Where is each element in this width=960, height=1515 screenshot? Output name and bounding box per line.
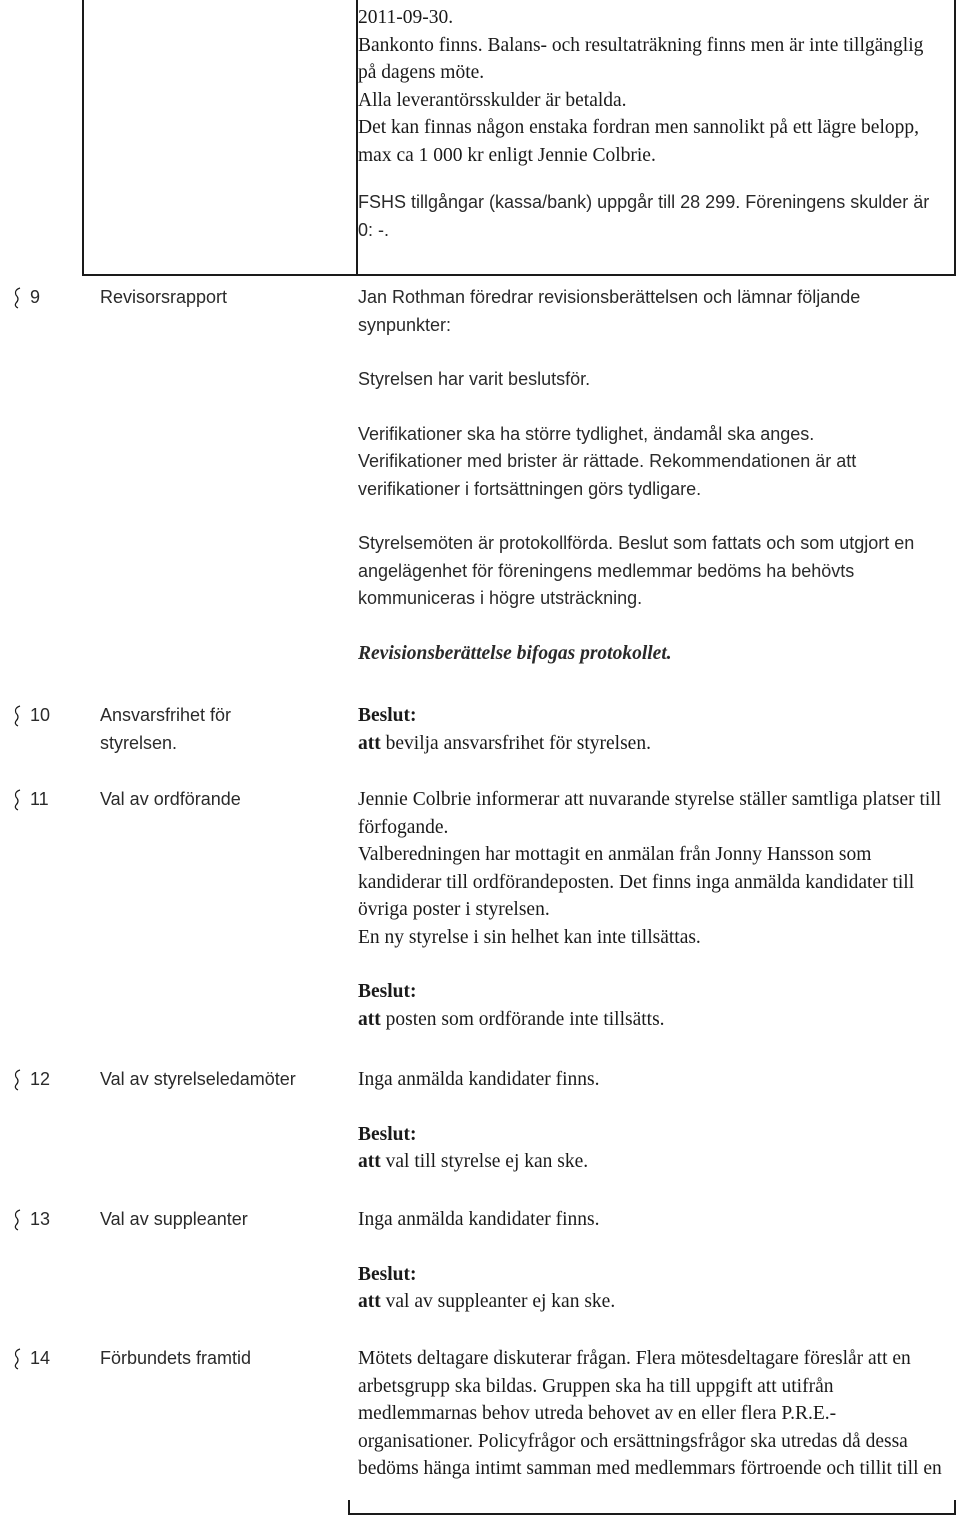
section-text: Styrelsemöten är protokollförda. (358, 533, 614, 553)
continuation-line: 2011-09-30. (358, 7, 454, 28)
section-number: 13 (30, 1209, 51, 1229)
section-title: Val av suppleanter (100, 1209, 248, 1229)
section-paragraph (358, 448, 943, 503)
att-text: bevilja ansvarsfrihet för styrelsen. (385, 732, 651, 754)
section-sign-icon (12, 1068, 22, 1092)
att-text: val av suppleanter ej kan ske. (385, 1291, 616, 1312)
section-text: Rekommendationen är att verifikationer i fortsättningen görs tydligare. (358, 451, 857, 499)
section-text: Verifikationer med brister är rättade. (358, 451, 645, 471)
section-9 (0, 284, 960, 684)
section-text: Valberedningen har mottagit en anmälan från Jonny Hansson som kandiderar till ordförandeposten. (358, 844, 872, 893)
section-body (358, 1345, 943, 1483)
section-title: Förbundets framtid (100, 1348, 252, 1368)
section-title: Val av ordförande (100, 789, 241, 809)
section-paragraph: Jennie Colbrie informerar att nuvarande styrelse ställer samtliga platser till förfogande. (358, 789, 942, 838)
att-label: att (358, 1151, 381, 1172)
beslut-label: Beslut: (358, 981, 417, 1002)
continuation-text (358, 4, 938, 244)
att-label: att (358, 732, 381, 754)
section-number: 9 (30, 287, 41, 307)
section-title: Ansvarsfrihet för styrelsen. (100, 705, 232, 753)
section-10 (0, 702, 960, 762)
att-line (358, 1148, 943, 1176)
section-paragraph: Inga anmälda kandidater finns. (358, 1069, 600, 1090)
section-number: 10 (30, 705, 51, 725)
att-label: att (358, 1008, 381, 1030)
section-12 (0, 1066, 960, 1176)
section-title: Revisorsrapport (100, 287, 228, 307)
section-13 (0, 1206, 960, 1316)
section-paragraph: Styrelsen har varit beslutsför. (358, 369, 591, 389)
section-paragraph (358, 841, 943, 924)
att-line (358, 1006, 943, 1034)
section-paragraph: Mötets deltagare diskuterar frågan. Flera mötesdeltagare föreslår att en arbetsgrupp ska bildas. Gruppen ska ha till uppgift att utifrån medlemmarnas behov utreda behovet av en eller flera P.R.E.-organisationer. Policyfrågor och ersättningsfrågor ska utredas då dessa bedöms hänga intimt samman med medlemmars förtroende och tillit till en (358, 1348, 942, 1479)
beslut-label: Beslut: (358, 1263, 417, 1285)
att-text: val till styrelse ej kan ske. (385, 1151, 589, 1172)
section-body (358, 786, 943, 1033)
section-paragraph (358, 530, 943, 613)
section-sign-icon (12, 1347, 22, 1371)
beslut-label: Beslut: (358, 1123, 417, 1145)
section-text: Beslut som fattats och som utgjort en angelägenhet för föreningens medlemmar bedöms ha behövts kommuniceras i högre utsträckning. (358, 533, 915, 608)
att-line (358, 730, 943, 758)
att-label: att (358, 1291, 381, 1312)
section-body (358, 1206, 943, 1316)
section-body (358, 284, 943, 667)
emphasis-note: Revisionsberättelse bifogas protokollet. (358, 642, 672, 664)
section-body (358, 1066, 943, 1176)
section-11 (0, 786, 960, 1036)
section-sign-icon (12, 704, 22, 728)
section-paragraph: Verifikationer ska ha större tydlighet, ändamål ska anges. (358, 423, 815, 444)
section-sign-icon (12, 1208, 22, 1232)
beslut-label: Beslut: (358, 705, 417, 726)
section-paragraph: En ny styrelse i sin helhet kan inte tillsättas. (358, 926, 701, 948)
section-sign-icon (12, 286, 22, 310)
section-sign-icon (12, 788, 22, 812)
section-title: Val av styrelseledamöter (100, 1069, 296, 1089)
section-number: 14 (30, 1348, 51, 1368)
att-text: posten som ordförande inte tillsätts. (385, 1008, 665, 1030)
section-text: Det finns inga anmälda kandidater till övriga poster i styrelsen. (358, 871, 915, 920)
continuation-paragraph: FSHS tillgångar (kassa/bank) uppgår till 28 299. Föreningens skulder är 0: -. (358, 192, 930, 240)
section-intro: Jan Rothman föredrar revisionsberättelsen och lämnar följande synpunkter: (358, 287, 861, 335)
continuation-line: Det kan finnas någon enstaka fordran men sannolikt på ett lägre belopp, max ca 1 000 kr enligt Jennie Colbrie. (358, 117, 919, 166)
section-paragraph: Inga anmälda kandidater finns. (358, 1209, 600, 1230)
section-body (358, 702, 943, 757)
continuation-line: Bankonto finns. Balans- och resultaträkning finns men är inte tillgänglig på dagens möte. (358, 34, 924, 83)
att-line (358, 1288, 943, 1316)
section-number: 11 (30, 789, 49, 809)
section-number: 12 (30, 1069, 51, 1089)
section-14 (0, 1345, 960, 1515)
continuation-line: Alla leverantörsskulder är betalda. (358, 89, 627, 111)
